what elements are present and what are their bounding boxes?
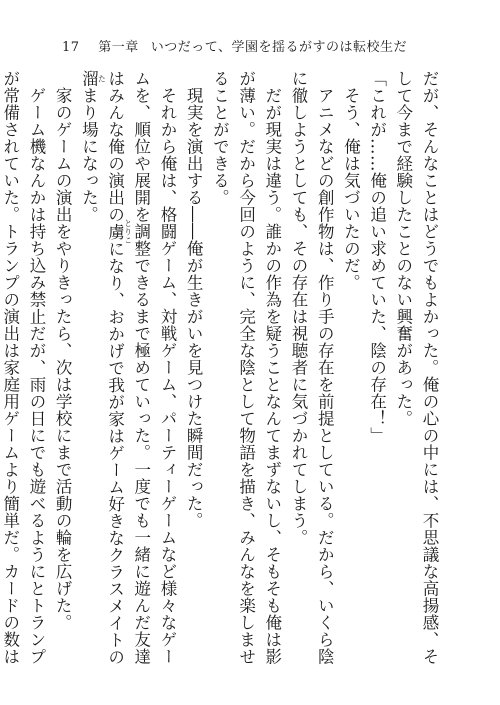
running-head [62, 40, 407, 56]
paragraph: 家のゲームの演出をやりきったら、次は学校にまで活動の輪を広げた。 [53, 86, 73, 631]
paragraph: アニメなどの創作物は、作り手の存在を前提としている。だから、いくら陰に徹しようとしても、その存在は視聴者に気づかれてしまう。 [288, 70, 335, 665]
paragraph: そう、俺は気づいたのだ。 [341, 86, 361, 291]
paragraph: それから俺は、格闘ゲーム、対戦ゲーム、パーティーゲームなど様々なゲームを、順位や展開を調整できるまで極めていった。一度でも一緒に遊んだ友達はみんな俺の演出の虜 とりこになり、おかげで我が家はゲーム好きなクラスメイトの溜 たまり場になった。 [79, 70, 177, 666]
paragraph: 現実を演出する――俺が生きがいを見つけた瞬間だった。 [184, 86, 204, 529]
chapter-number: 第一章 [98, 40, 139, 55]
paragraph: だが、そんなことはどうでもよかった。俺の心の中には、不思議な高揚感、そして今まで経験したことのない興奮があった。 [393, 70, 439, 665]
paragraph: だが現実は違う。誰かの作為を疑うことなんてまずないし、そもそも俺は影が薄い。だから今回のように、完全な陰として物語を描き、みんなを楽しませることができる。 [210, 70, 282, 665]
page-number: 17 [62, 40, 80, 55]
ruby-annotation: 虜 とりこ [105, 219, 133, 245]
chapter-title: いつだって、学園を揺るがすのは転校生だ [150, 40, 407, 55]
dialogue-line: 「これが……俺の追い求めていた、陰の存在！」 [367, 70, 387, 444]
body-text [0, 70, 442, 670]
chapter-label [98, 40, 407, 55]
ruby-annotation: 溜 た [79, 70, 107, 87]
paragraph: ゲーム機なんかは持ち込み禁止だが、雨の日にでも遊べるようにとトランプが常備されていた。トランプの演出は家庭用ゲームより簡単だ。カードの数は [0, 70, 46, 665]
